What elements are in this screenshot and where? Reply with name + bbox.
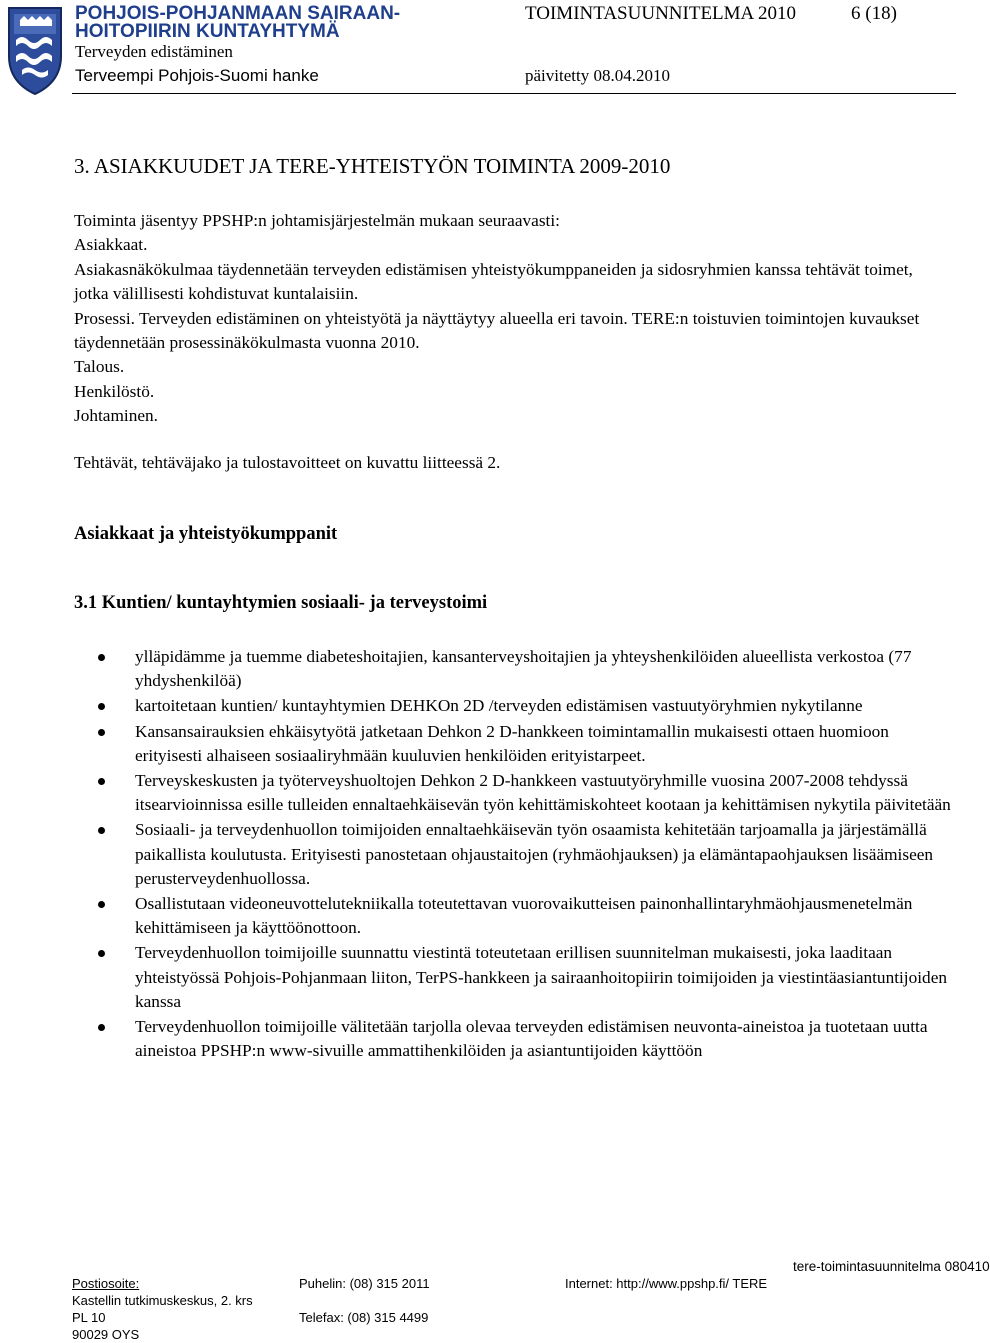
- bullet-icon: [98, 901, 105, 908]
- postal-line1: Kastellin tutkimuskeskus, 2. krs: [72, 1293, 253, 1308]
- list-item: kartoitetaan kuntien/ kuntayhtymien DEHKOn 2D /terveyden edistämisen vastuutyöryhmien nykytilanne: [98, 694, 958, 718]
- list-item: Terveydenhuollon toimijoille suunnattu viestintä toteutetaan erillisen suunnitelman mukaisesti, joka laaditaan yhteistyössä Pohjois-Pohjanmaan liiton, TerPS-hankkeen ja sairaanhoitopiirin toimijoiden ja viestintäasiantuntijoiden kanssa: [98, 941, 958, 1014]
- org-name-line2: HOITOPIIRIN KUNTAYHTYMÄ: [75, 21, 340, 42]
- postal-line2: PL 10: [72, 1310, 106, 1325]
- bullet-icon: [98, 1024, 105, 1031]
- postal-label: Postiosoite:: [72, 1276, 140, 1291]
- section-heading: 3. ASIAKKUUDET JA TERE-YHTEISTYÖN TOIMINTA 2009-2010: [74, 154, 671, 178]
- coat-of-arms-icon: [6, 4, 64, 96]
- appendix-note: Tehtävät, tehtäväjako ja tulostavoitteet on kuvattu liitteessä 2.: [74, 453, 501, 472]
- bullet-icon: [98, 654, 105, 661]
- intro-line: Asiakkaat.: [74, 235, 148, 255]
- list-item: Terveyskeskusten ja työterveyshuoltojen Dehkon 2 D-hankkeen vastuutyöryhmille vuosina 2007-2008 tehdyssä itsearvioinnissa esille tulleiden ennaltaehkäisevän työn kehittämiskohteet kootaan ja kehittämisen nykytila päivitetään: [98, 769, 958, 817]
- internet-link[interactable]: Internet: http://www.ppshp.fi/ TERE: [565, 1276, 768, 1291]
- subsection-heading: 3.1 Kuntien/ kuntayhtymien sosiaali- ja terveystoimi: [74, 593, 488, 613]
- fax: Telefax: (08) 315 4499: [299, 1310, 429, 1325]
- bullet-icon: [98, 950, 105, 957]
- list-item: Kansansairauksien ehkäisytyötä jatketaan Dehkon 2 D-hankkeen toimintamallin mukaisesti ottaen huomioon erityisesti alhaiseen sosiaaliryhmään kuuluvien henkilöiden erityistarpeet.: [98, 720, 958, 768]
- intro-line: Asiakasnäkökulmaa täydennetään terveyden edistämisen yhteistyökumppaneiden ja sidosryhmien kanssa tehtävät toimet, jotka välillisesti kohdistuvat kuntalaisiin.: [74, 259, 913, 304]
- list-item: Terveydenhuollon toimijoille välitetään tarjolla olevaa terveyden edistämisen neuvonta-aineistoa ja tuotetaan uutta aineistoa PPSHP:n www-sivuille ammattihenkilöiden ja asiantuntijoiden käyttöön: [98, 1015, 958, 1063]
- org-name-line1: POHJOIS-POHJANMAAN SAIRAAN-: [75, 3, 401, 24]
- subheading: Asiakkaat ja yhteistyökumppanit: [74, 524, 338, 544]
- intro-line: Toiminta jäsentyy PPSHP:n johtamisjärjestelmän mukaan seuraavasti:: [74, 211, 560, 230]
- intro-block: [74, 209, 946, 429]
- page-number: 6 (18): [851, 3, 897, 24]
- header-divider: [72, 93, 956, 94]
- list-item: Sosiaali- ja terveydenhuollon toimijoiden ennaltaehkäisevän työn osaamista kehitetään tarjoamalla ja järjestämällä paikallista koulutusta. Erityisesti panostetaan ohjaustaitojen (ryhmäohjauksen) ja elämäntapaohjauksen lisäämiseen perusterveydenhuollossa.: [98, 818, 958, 891]
- intro-line: Prosessi. Terveyden edistäminen on yhteistyötä ja näyttäytyy alueella eri tavoin. TERE:n toistuvien toimintojen kuvaukset täydennetään prosessinäkökulmasta vuonna 2010.: [74, 308, 920, 353]
- list-item: Osallistutaan videoneuvottelutekniikalla toteutettavan vuorovaikutteisen painonhallintaryhmäohjausmenetelmän kehittämiseen ja käyttöönottoon.: [98, 892, 958, 940]
- bullet-icon: [98, 778, 105, 785]
- updated-date: päivitetty 08.04.2010: [525, 66, 670, 85]
- bullet-icon: [98, 827, 105, 834]
- bullet-icon: [98, 703, 105, 710]
- document-title: TOIMINTASUUNNITELMA 2010: [525, 3, 796, 24]
- project-name: Terveempi Pohjois-Suomi hanke: [75, 66, 319, 85]
- intro-line: Henkilöstö.: [74, 381, 155, 401]
- phone: Puhelin: (08) 315 2011: [299, 1276, 430, 1291]
- document-code: tere-toimintasuunnitelma 080410: [793, 1259, 990, 1274]
- list-item: ylläpidämme ja tuemme diabeteshoitajien, kansanterveyshoitajien ja yhteyshenkilöiden alueellista verkostoa (77 yhdyshenkilöä): [98, 645, 958, 693]
- org-unit: Terveyden edistäminen: [75, 42, 233, 61]
- bullet-list: [98, 645, 958, 1064]
- intro-line: Talous.: [74, 357, 125, 377]
- bullet-icon: [98, 729, 105, 736]
- postal-line3: 90029 OYS: [72, 1327, 140, 1342]
- intro-line: Johtaminen.: [74, 406, 158, 426]
